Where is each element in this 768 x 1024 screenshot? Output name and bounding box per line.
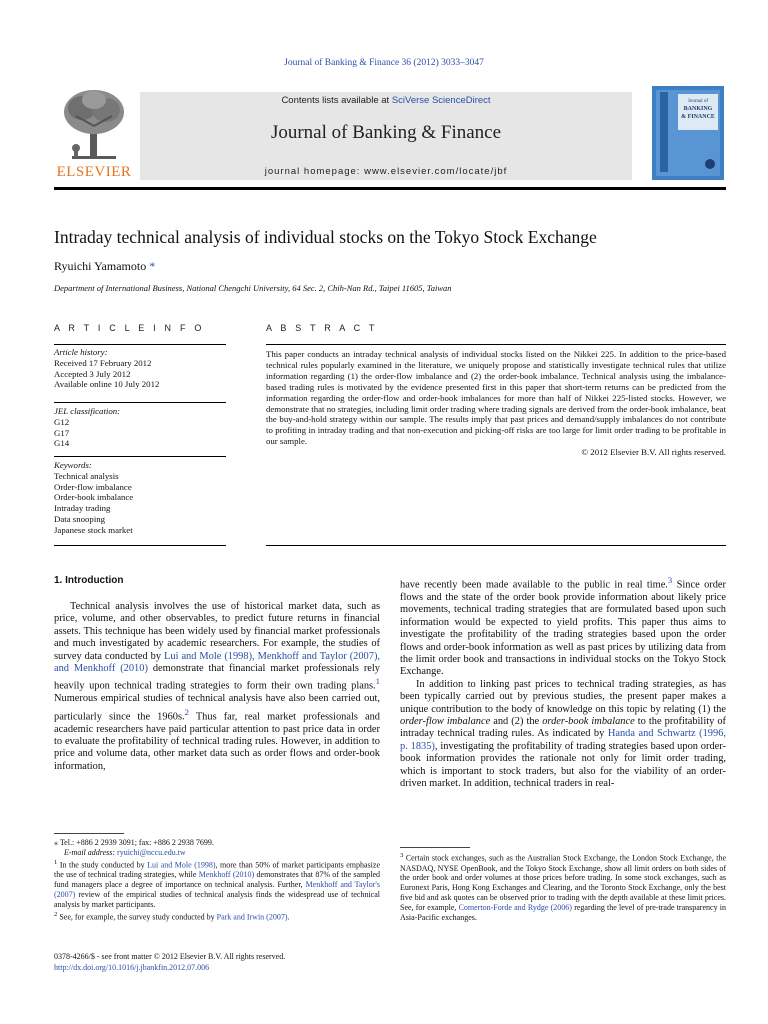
citation-link[interactable]: Comerton-Forde and Rydge (2006) (458, 903, 572, 913)
keyword: Japanese stock market (54, 524, 133, 535)
history-online: Available online 10 July 2012 (54, 379, 160, 390)
footnote-ref-2[interactable]: 2 (184, 706, 189, 717)
keyword: Order-flow imbalance (54, 481, 132, 492)
email-link[interactable]: ryuichi@nccu.edu.tw (117, 847, 186, 857)
body-column-left (54, 601, 380, 773)
masthead-banner (140, 92, 632, 180)
sciencedirect-link[interactable]: SciVerse ScienceDirect (391, 95, 491, 106)
keyword: Intraday trading (54, 503, 111, 514)
footnote-ref-3[interactable]: 3 (667, 575, 673, 585)
footnotes-right (400, 851, 726, 923)
history-divider (54, 402, 226, 403)
footnote-1: $^1$ In the study conducted by Lui and Mole (1998), more than 50% of market participants emphasize the use of technical trading strategies, while Menkhoff (2010) demonstrates that 87% of the sampled fund managers place a degree of importance on technical analysis. Further, Menkhoff and Taylor's (2007) review of the empirical studies of technical analysis finds the widespread use of technical analysis by market participants. (54, 858, 380, 910)
footnote-ref-1[interactable]: 1 (375, 676, 380, 687)
intro-paragraph-2: In addition to linking past prices to technical trading strategies, as has been typically carried out by previous studies, the present paper makes a unique contribution to the body of knowledge on this topic by relating (1) the order-flow imbalance and (2) the order-book imbalance to the profitability of intraday technical trading rules. As indicated by Handa and Schwartz (1996, p. 1835), investigating the profitability of trading strategies based upon order-book information provides the rationale not only for limit order trading, which is important to stock traders, but also for the viability of an order-driven market. In addition, technical traders in real- (400, 678, 726, 789)
history-received: Received 17 February 2012 (54, 357, 152, 368)
bottom-meta (54, 952, 285, 973)
journal-reference-link[interactable]: Journal of Banking & Finance 36 (2012) 3033–3047 (284, 58, 484, 68)
history-label: Article history: (54, 347, 108, 357)
footnote-rule-left (54, 833, 124, 834)
keyword: Order-book imbalance (54, 492, 134, 503)
jel-code: G14 (54, 438, 70, 449)
abstract-heading: A B S T R A C T (266, 323, 378, 333)
elsevier-wordmark: ELSEVIER (56, 164, 132, 180)
abstract-body (266, 349, 726, 458)
jel-classification (54, 406, 226, 449)
cover-title-line-1: Journal of (687, 99, 709, 104)
author-name: Ryuichi Yamamoto (54, 259, 147, 273)
citation-link[interactable]: Menkhoff and Taylor's (2007) (54, 880, 380, 900)
footnote-rule-right (400, 847, 470, 848)
jel-code: G12 (54, 416, 70, 427)
citation-link[interactable]: Park and Irwin (2007) (216, 912, 288, 922)
journal-homepage-link[interactable]: journal homepage: www.elsevier.com/locate/jbf (264, 166, 508, 177)
cover-title-line-2: BANKING (683, 106, 713, 112)
journal-cover-image (652, 86, 724, 180)
abstract-copyright: © 2012 Elsevier B.V. All rights reserved. (581, 447, 726, 458)
article-history (54, 347, 226, 390)
abstract-text: This paper conducts an intraday technical analysis of individual stocks listed on the Nikkei 225. In addition to the price-based technical rules popularly examined in the literature, we uniquely propose and statistically investigate technical rules that utilize information regarding (1) the order-flow imbalance and (2) the order-book imbalance. Technical analysis using the imbalance-based trading rules is motivated by the evidence presented first in this paper that short-term returns can be predicted from the information regarding the order-flow and order-book imbalances for more than half of Nikkei 225-listed stocks. However, we demonstrate that no strategies, including limit order trading where trading signals are derived from the order-book imbalance, beat the buy-and-hold strategy within our sample. The results imply that past prices and demand/supply imbalances do not contribute to profiting in intraday trading and that non-execution and picking-off risks are too large for limit order trading to be profitable in our sample. (266, 349, 726, 447)
section-heading-introduction: 1. Introduction (54, 575, 124, 586)
footnote-2: $^2$ See, for example, the survey study conducted by Park and Irwin (2007). (54, 911, 290, 922)
author-affiliation: Department of International Business, National Chengchi University, 64 Sec. 2, Chih-Nan Rd., Taipei 11605, Taiwan (54, 283, 452, 293)
citation-link[interactable]: Handa and Schwartz (1996, p. 1835) (400, 728, 726, 752)
abstract-top-rule (266, 344, 726, 345)
article-info-heading: A R T I C L E I N F O (54, 323, 205, 333)
keyword: Technical analysis (54, 470, 119, 481)
masthead-rule (54, 187, 726, 190)
article-title: Intraday technical analysis of individual stocks on the Tokyo Stock Exchange (54, 227, 597, 247)
author-email: E-mail address: ryuichi@nccu.edu.tw (64, 847, 186, 857)
citation-link[interactable]: Lui and Mole (1998) (147, 860, 216, 870)
jel-label: JEL classification: (54, 406, 121, 416)
journal-title: Journal of Banking & Finance (270, 122, 502, 143)
issn-line: 0378-4266/$ - see front matter © 2012 Elsevier B.V. All rights reserved. (54, 952, 286, 961)
history-accepted: Accepted 3 July 2012 (54, 368, 131, 379)
author-line (54, 259, 155, 274)
author-footnote-link[interactable]: * (149, 259, 156, 273)
article-info-bottom-rule (54, 545, 226, 546)
citation-link[interactable]: Lui and Mole (1998), Menkhoff and Taylor (2007), and Menkhoff (2010) (54, 650, 381, 675)
intro-paragraph-continued: have recently been made available to the public in real time.$^3$ Since order flows and the state of the order book provide information about likely price movements, technical trading strategies that are formulated based upon such information would be expected to yield profits. This paper thus aims to investigate the profitability of the trading strategies based upon the order flows and order-book information as well as past prices by utilizing data from the limit order book and transactions in individual stocks on the Tokyo Stock Exchange. (400, 575, 726, 678)
keywords (54, 460, 226, 536)
masthead (54, 86, 726, 186)
keyword: Data snooping (54, 513, 106, 524)
abstract-bottom-rule (266, 545, 726, 546)
footnotes-left (54, 838, 380, 923)
keywords-label: Keywords: (54, 460, 92, 470)
citation-link[interactable]: Menkhoff (2010) (198, 870, 255, 880)
intro-paragraph-1: Technical analysis involves the use of historical market data, such as price, volume, and other observables, to predict future returns in financial assets. This technique has been widely used by financial market professionals and much investigated by academic researchers. For example, the studies of survey data conducted by Lui and Mole (1998), Menkhoff and Taylor (2007), and Menkhoff (2010) demonstrate that financial market professionals rely heavily upon technical trading strategies to form their own trading plans.$^1$ Numerous empirical studies of technical analysis have also been carried out, particularly since the 1960s.$^2$ Thus far, real market professionals and academic researchers have paid particular attention to past price data in order to evaluate the profitability of technical trading rules. However, in addition to price and volume data, other market data such as order flows and order-book information, (54, 601, 381, 772)
jel-code: G17 (54, 427, 70, 438)
author-footnote: ⁎ Tel.: +886 2 2939 3091; fax: +886 2 2938 7699. (54, 838, 214, 847)
footnote-3: $^3$ Certain stock exchanges, such as the Australian Stock Exchange, the London Stock Exchange, the NASDAQ, NYSE OpenBook, and the Tokyo Stock Exchange, show all limit orders on both sides of the order book and order volumes at those prices before trading. In some stock exchanges, such as Euronext Paris, Hong Kong Exchanges and Clearing, and the Toronto Stock Exchange, only the best five bid and ask quotes can be observed prior to trading with the depth available at these limit prices. See, for example, Comerton-Forde and Rydge (2006) regarding the level of pre-trade transparency in Asia-Pacific exchanges. (400, 852, 726, 923)
jel-divider (54, 456, 226, 457)
article-info-top-rule (54, 344, 226, 345)
contents-line: Contents lists available at SciVerse ScienceDirect (281, 95, 491, 106)
cover-title-line-3: & FINANCE (681, 114, 715, 120)
body-column-right (400, 574, 726, 790)
doi-link[interactable]: http://dx.doi.org/10.1016/j.jbankfin.2012.07.006 (54, 962, 210, 972)
